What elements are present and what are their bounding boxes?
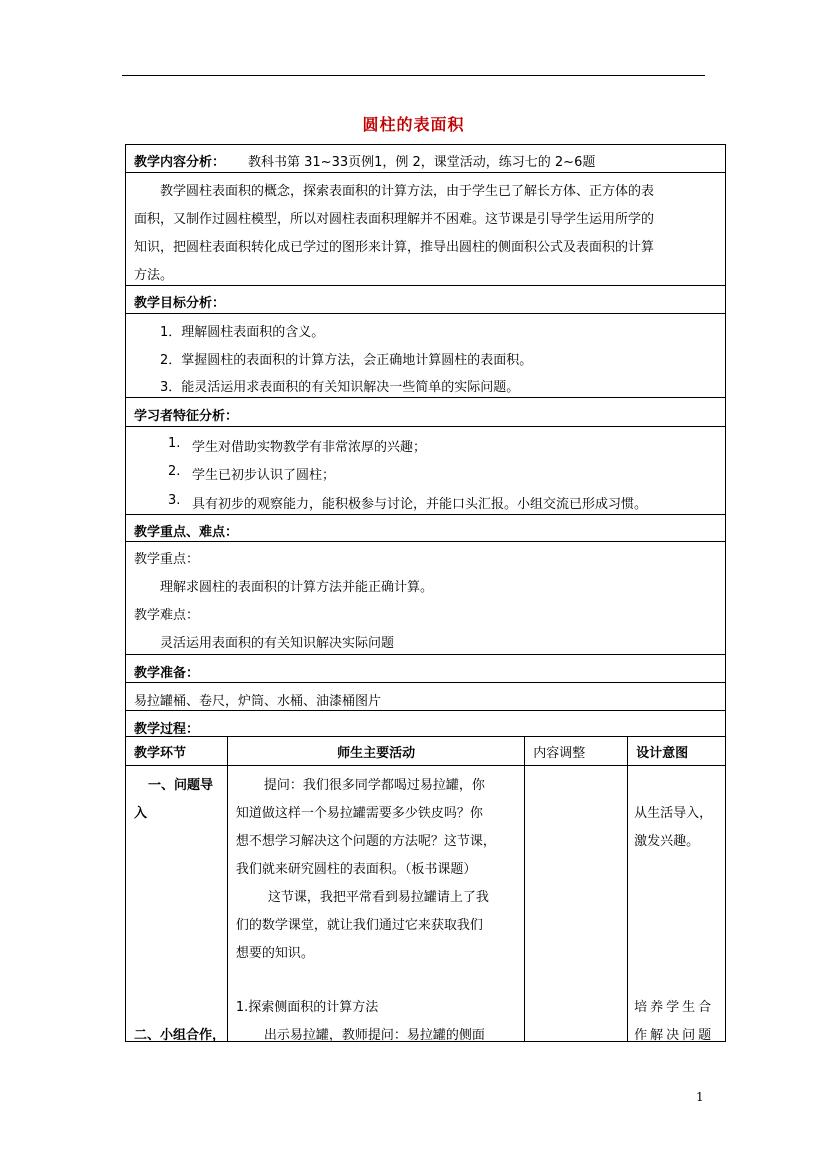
objective-item: 1．理解圆柱表面积的含义。 [160,325,325,340]
column-header-adjustment-text: 内容调整 [533,745,586,761]
preparation-text: 易拉罐桶、卷尺，炉筒、水桶、油漆桶图片 [134,694,382,709]
activity-line: 想不想学习解决这个问题的方法呢？这节课， [235,834,496,849]
stage-cell [126,766,228,1042]
adjustment-cell [525,766,628,1042]
objective-item: 3．能灵活运用求表面积的有关知识解决一些简单的实际问题。 [160,380,520,395]
intent-line: 培养学生合 [634,1000,715,1015]
activity-line: 出示易拉罐，教师提问：易拉罐的侧面 [263,1028,485,1043]
learners-label: 学习者特征分析： [134,409,239,424]
learners-body-row [126,427,725,515]
preparation-header-row [126,655,725,683]
content-analysis-summary: 教科书第 31~33页例1，例 2，课堂活动，练习七的 2~6题 [248,155,596,170]
stage-2-name: 二、小组合作， [134,1028,226,1043]
column-header-adjustment [525,737,628,766]
column-header-intent [628,737,726,766]
objectives-body-row [126,314,725,398]
process-label: 教学过程： [134,722,200,737]
objectives-header-row [126,286,725,314]
stage-1-name: 一、问题导 [148,778,214,793]
intent-line: 激发兴趣。 [634,834,700,849]
column-header-activity [227,737,524,766]
learners-header-row [126,398,725,427]
activity-line: 想要的知识。 [235,946,314,961]
column-header-stage [126,737,228,766]
content-line: 教学圆柱表面积的概念，探索表面积的计算方法，由于学生已了解长方体、正方体的表 [160,184,655,199]
key-points-header-row [126,515,725,542]
column-header-stage-text: 教学环节 [134,745,187,761]
key-points-body-row [126,542,725,655]
difficult-point-label: 教学难点： [134,608,200,623]
intent-line: 从生活导入， [634,806,713,821]
column-header-intent-text: 设计意图 [636,745,689,761]
learner-item-number: 2. [168,464,181,479]
lesson-plan-table [125,144,726,737]
key-points-label: 教学重点、难点： [134,525,239,540]
learner-item-text: 学生已初步认识了圆柱； [192,468,336,483]
stage-1-name-cont: 入 [134,806,148,821]
content-line: 知识，把圆柱表面积转化成已学过的图形来计算，推导出圆柱的侧面积公式及表面积的计算 [134,240,655,255]
column-header-activity-text: 师生主要活动 [337,745,416,761]
activity-line: 知道做这样一个易拉罐需要多少铁皮吗？你 [235,806,483,821]
objective-item: 2．掌握圆柱的表面积的计算方法，会正确地计算圆柱的表面积。 [160,353,533,368]
content-line: 面积，又制作过圆柱模型，所以对圆柱表面积理解并不困难。这节课是引导学生运用所学的 [134,212,655,227]
page-number: 1 [696,1090,704,1104]
intent-cell [628,766,726,1042]
key-point-text: 理解求圆柱的表面积的计算方法并能正确计算。 [160,580,434,595]
process-header-row [126,711,725,738]
activity-cell [227,766,524,1042]
activity-line: 提问：我们很多同学都喝过易拉罐，你 [263,778,485,793]
content-analysis-header-row [126,145,725,173]
content-line: 方法。 [134,268,174,283]
activity-line: 们的数学课堂，就让我们通过它来获取我们 [235,918,483,933]
activity-line: 1.探索侧面积的计算方法 [235,1000,379,1015]
page-title: 圆柱的表面积 [362,115,465,134]
intent-line: 作解决问题 [634,1028,715,1043]
preparation-label: 教学准备： [134,666,200,681]
learner-item-number: 1. [168,436,181,451]
learner-item-number: 3. [168,493,181,508]
header-rule [122,75,705,76]
content-analysis-label: 教学内容分析： [134,155,226,170]
process-table [125,736,726,1042]
key-point-label: 教学重点： [134,552,200,567]
content-analysis-body-row [126,173,725,286]
activity-line: 这节课，我把平常看到易拉罐请上了我 [267,890,489,905]
learner-item-text: 具有初步的观察能力，能积极参与讨论，并能口头汇报。小组交流已形成习惯。 [192,497,648,512]
activity-line: 我们就来研究圆柱的表面积。（板书课题） [235,862,477,877]
preparation-body-row [126,683,725,711]
difficult-point-text: 灵活运用表面积的有关知识解决实际问题 [160,636,395,651]
learner-item-text: 学生对借助实物教学有非常浓厚的兴趣； [192,440,427,455]
objectives-label: 教学目标分析： [134,296,226,311]
